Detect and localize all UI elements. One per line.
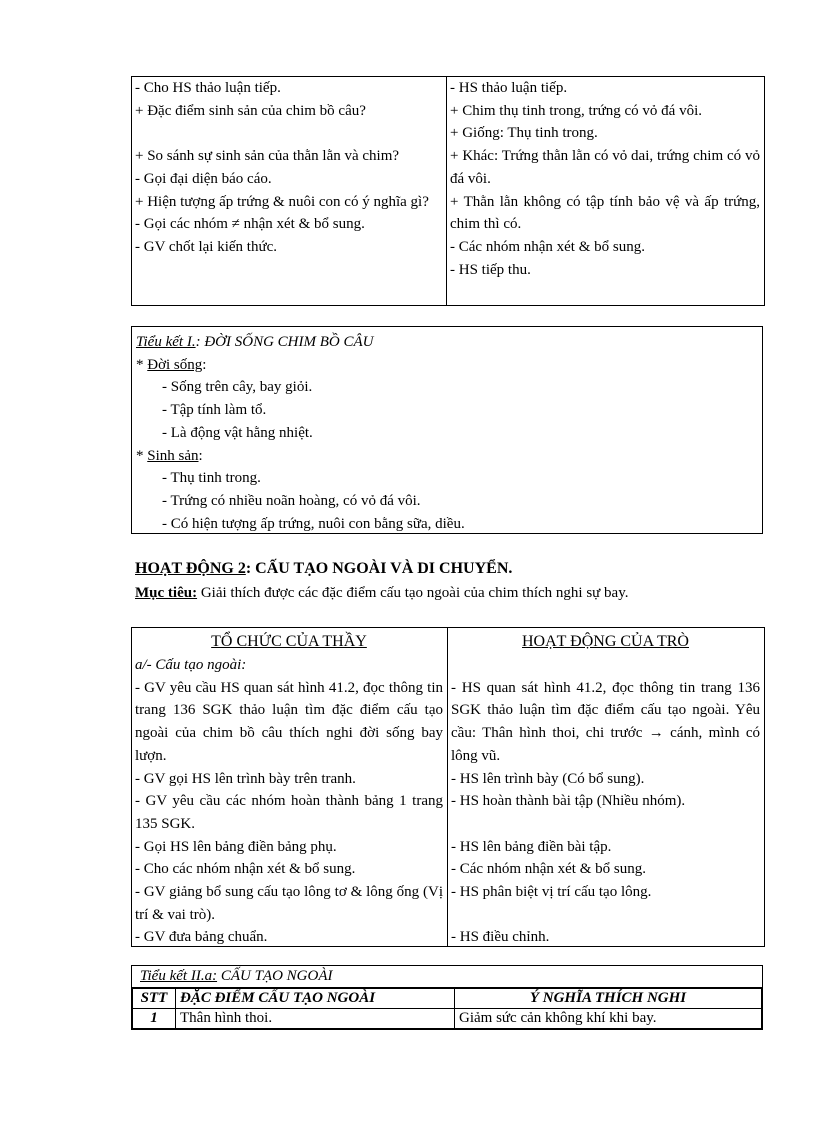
teacher-column (132, 77, 447, 305)
row-stt: 1 (133, 1009, 176, 1029)
text-block: - HS phân biệt vị trí cấu tạo lông. (451, 884, 652, 900)
blank-line (451, 904, 760, 927)
text-line: - GV chốt lại kiến thức. (135, 238, 277, 255)
summary-label: Tiểu kết I. (136, 334, 196, 350)
life-heading: * Đời sống: (136, 356, 207, 373)
text-block: - HS lên bảng điền bài tập. (451, 838, 612, 855)
text-line: - Các nhóm nhận xét & bổ sung. (450, 238, 645, 255)
goal-line (135, 585, 628, 602)
header-row (133, 989, 762, 1009)
text-block: - HS lên trình bày (Có bổ sung). (451, 770, 645, 787)
life-item: - Tập tính làm tổ. (162, 402, 267, 419)
text-block: - HS hoàn thành bài tập (Nhiều nhóm). (451, 793, 686, 810)
text-line: - Cho HS thảo luận tiếp. (135, 80, 281, 96)
table-row (133, 1009, 762, 1029)
text-block: - GV yêu cầu HS quan sát hình 41.2, đọc thông tin trang 136 SGK thảo luận tìm đặc điểm cấu tạo ngoài của chim bồ câu thích nghi đời sống bay lượn. (135, 679, 443, 764)
col-meaning: Ý NGHĨA THÍCH NGHI (455, 989, 762, 1009)
text-line: + Thằn lằn không có tập tính bảo vệ và ấp trứng, chim thì có. (450, 193, 760, 233)
teacher-column (132, 628, 448, 946)
text-block: - HS điều chỉnh. (451, 929, 550, 946)
repro-heading: * Sinh sản: (136, 447, 203, 464)
text-line: + Đặc điểm sinh sản của chim bồ câu? (135, 102, 366, 119)
repro-item: - Thụ tinh trong. (162, 470, 261, 487)
blank-line (135, 122, 446, 145)
text-block: - Cho các nhóm nhận xét & bổ sung. (135, 861, 356, 878)
activity-heading: HOẠT ĐỘNG 2: CẤU TẠO NGOÀI VÀ DI CHUYỂN. (135, 560, 513, 577)
summary-box-1 (131, 326, 763, 534)
text-block: - HS quan sát hình 41.2, đọc thông tin trang 136 SGK thảo luận tìm đặc điểm cấu tạo ngoài. Yêu cầu: Thân hình thoi, chi trước → cánh, mình có lông vũ. (451, 679, 760, 764)
text-block: - GV gọi HS lên trình bày trên tranh. (135, 770, 356, 787)
life-item: - Là động vật hằng nhiệt. (162, 424, 313, 441)
goal-text: Giải thích được các đặc điểm cấu tạo ngoài của chim thích nghi sự bay. (197, 585, 629, 601)
repro-item: - Trứng có nhiều noãn hoàng, có vỏ đá vôi. (162, 492, 421, 509)
summary-title (136, 331, 762, 354)
student-header: HOẠT ĐỘNG CỦA TRÒ (522, 633, 689, 650)
discussion-table (131, 76, 765, 306)
blank-line (451, 654, 760, 677)
text-block: - Các nhóm nhận xét & bổ sung. (451, 861, 646, 878)
text-block: - GV đưa bảng chuẩn. (135, 929, 268, 946)
text-line: - Gọi đại diện báo cáo. (135, 170, 272, 187)
text-line: - HS tiếp thu. (450, 261, 531, 278)
subsection-title: a/- Cấu tạo ngoài: (135, 657, 247, 673)
text-line: - HS thảo luận tiếp. (450, 80, 568, 96)
text-line: + Chim thụ tinh trong, trứng có vỏ đá vôi. (450, 102, 702, 119)
row-feature: Thân hình thoi. (176, 1009, 455, 1029)
text-block: - GV yêu cầu các nhóm hoàn thành bảng 1 trang 135 SGK. (135, 793, 443, 832)
activity-table (131, 627, 765, 947)
summary-title-text: : ĐỜI SỐNG CHIM BỒ CÂU (195, 334, 374, 350)
teacher-header: TỔ CHỨC CỦA THẦY (211, 633, 367, 650)
text-line: + Giống: Thụ tinh trong. (450, 125, 598, 142)
summary-table-2 (131, 965, 763, 1030)
text-line: + Khác: Trứng thằn lằn có vỏ dai, trứng chim có vỏ đá vôi. (450, 148, 760, 187)
text-line: - Gọi các nhóm ≠ nhận xét & bổ sung. (135, 216, 365, 233)
text-block: - Gọi HS lên bảng điền bảng phụ. (135, 838, 337, 855)
blank-line (451, 813, 760, 836)
life-item: - Sống trên cây, bay giỏi. (162, 379, 313, 396)
repro-item: - Có hiện tượng ấp trứng, nuôi con bằng sữa, diều. (162, 515, 465, 532)
row-meaning: Giảm sức cản không khí khi bay. (455, 1009, 762, 1029)
text-line: + Hiện tượng ấp trứng & nuôi con có ý nghĩa gì? (135, 193, 429, 210)
features-table (132, 988, 762, 1029)
goal-label: Mục tiêu: (135, 585, 198, 601)
student-column (449, 628, 764, 946)
col-feature: ĐẶC ĐIỂM CẤU TẠO NGOÀI (176, 989, 455, 1009)
student-column (448, 77, 764, 305)
text-line: + So sánh sự sinh sản của thằn lằn và chim? (135, 148, 400, 165)
col-stt: STT (133, 989, 176, 1009)
summary-table-title: Tiểu kết II.a: CẤU TẠO NGOÀI (132, 966, 762, 988)
text-block: - GV giảng bổ sung cấu tạo lông tơ & lông ống (Vị trí & vai trò). (135, 884, 443, 923)
